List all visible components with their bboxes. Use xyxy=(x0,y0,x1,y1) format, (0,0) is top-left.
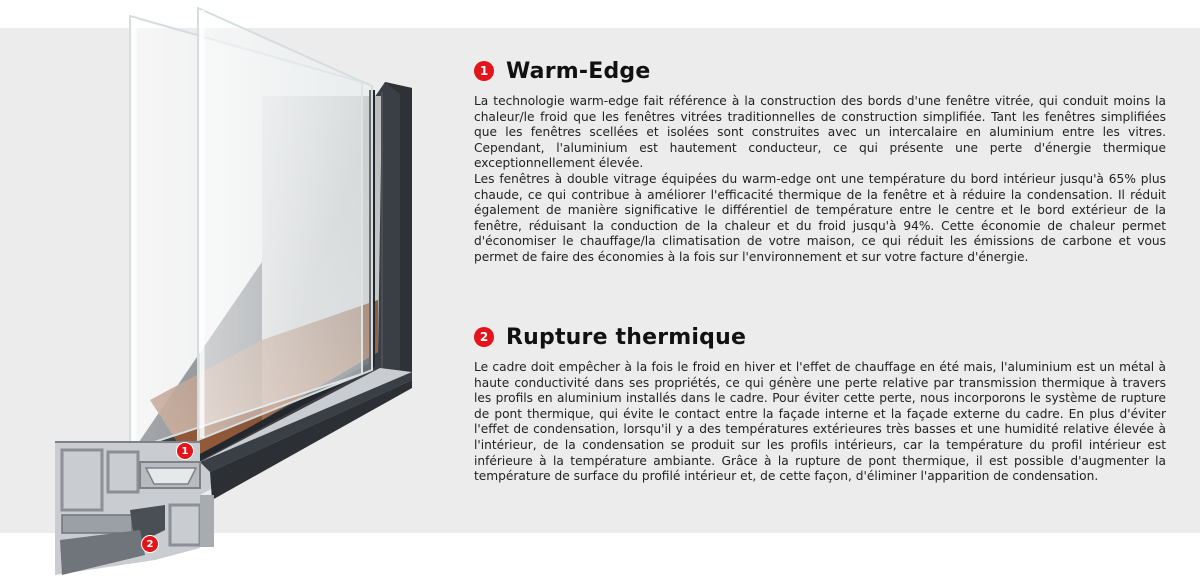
section-paragraph: Le cadre doit empêcher à la fois le froid en hiver et l'effet de chauffage en été mais, l'aluminium est un métal à haute conductivité dans ses propriétés, ce qui génère une perte relative par transmission thermique à travers les profils en aluminium installés dans le cadre. Pour éviter cette perte, nous incorporons le système de rupture de pont thermique, qui évite le contact entre la façade interne et la façade externe du cadre. En plus d'éviter l'effet de condensation, lorsqu'il y a des températures extérieures très basses et une humidité relative élevée à l'intérieur, de la condensation se produit sur les profils intérieurs, car la température du profil intérieur est inférieure à la température ambiante. Grâce à la rupture de pont thermique, il est possible d'augmenter la température de surface du profilé intérieur et, de cette façon, d'éliminer l'apparition de condensation. xyxy=(474,360,1166,484)
section-body xyxy=(474,94,1166,266)
glass-pane-inner xyxy=(198,8,372,440)
section-title: Rupture thermique xyxy=(506,324,747,350)
section-heading xyxy=(474,322,1166,352)
section-title: Warm-Edge xyxy=(506,58,651,84)
window-frame-illustration xyxy=(0,0,460,584)
section-number-badge: 1 xyxy=(474,61,494,81)
section-rupture-thermique xyxy=(474,322,1166,485)
section-body xyxy=(474,360,1166,485)
section-number-badge: 2 xyxy=(474,327,494,347)
section-paragraph: La technologie warm-edge fait référence à la construction des bords d'une fenêtre vitrée, qui conduit moins la chaleur/le froid que les fenêtres vitrées traditionnelles de construction simplifiée. Tant les fenêtres simplifiées que les fenêtres scellées et isolées sont construites avec un intercalaire en aluminium entre les vitres. Cependant, l'aluminium est hautement conducteur, ce qui présente une perte d'énergie thermique exceptionnellement élevée. xyxy=(474,94,1166,171)
callout-2-badge: 2 xyxy=(141,535,159,553)
section-warm-edge xyxy=(474,56,1166,266)
section-heading xyxy=(474,56,1166,86)
callout-1-badge: 1 xyxy=(176,442,194,460)
section-paragraph: Les fenêtres à double vitrage équipées du warm-edge ont une température du bord intérieur jusqu'à 65% plus chaude, ce qui contribue à améliorer l'efficacité thermique de la fenêtre et à réduire la condensation. Il réduit également de manière significative le différentiel de température entre le centre et le bord extérieur de la fenêtre, réduisant la conduction de la chaleur et du froid jusqu'à 94%. Cette économie de chaleur permet d'économiser le chauffage/la climatisation de votre maison, ce qui réduit les émissions de carbone et vous permet de faire des économies à la fois sur l'environnement et sur votre facture d'énergie. xyxy=(474,171,1166,264)
